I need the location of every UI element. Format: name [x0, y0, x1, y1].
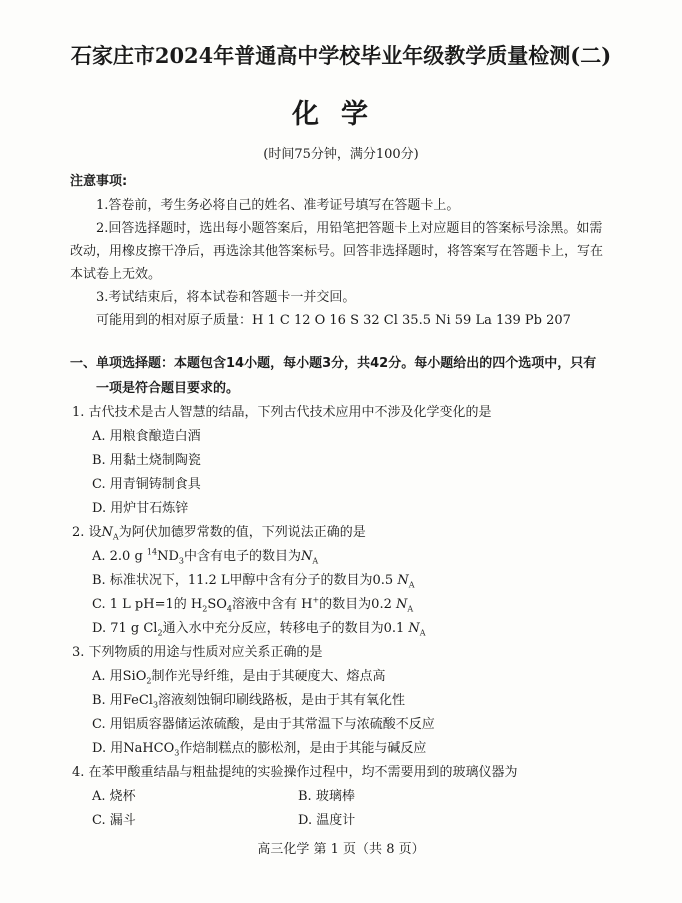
- option-text: 的数目为0.2: [319, 597, 396, 612]
- subscript: 2: [202, 604, 208, 614]
- question-4-option-b: B. 玻璃棒: [298, 789, 355, 804]
- question-2-option-a: [92, 545, 318, 566]
- question-1-option-a: A. 用粮食酿造白酒: [92, 429, 201, 444]
- question-1-option-b: B. 用黏土烧制陶瓷: [92, 453, 201, 468]
- option-text: 中含有电子的数目为: [184, 549, 302, 564]
- question-2-stem-pre: 2. 设: [72, 525, 102, 540]
- subscript: 3: [174, 748, 180, 758]
- question-3-option-b: [92, 689, 405, 710]
- question-1-option-d: D. 用炉甘石炼锌: [92, 501, 189, 516]
- avogadro-symbol: N: [101, 525, 113, 540]
- question-3-option-c: C. 用铝质容器储运浓硫酸，是由于其常温下与浓硫酸不反应: [92, 717, 435, 732]
- option-text: 作焙制糕点的膨松剂，是由于其能与碱反应: [179, 741, 427, 756]
- section-heading: 一、单项选择题：本题包含14小题，每小题3分，共42分。每小题给出的四个选项中，只有: [70, 356, 597, 371]
- subscript: 3: [178, 556, 185, 566]
- question-3-option-a: [92, 665, 385, 686]
- note-line: 改动，用橡皮擦干净后，再选涂其他答案标号。回答非选择题时，将答案写在答题卡上，写在: [70, 244, 604, 259]
- exam-title: 石家庄市2024年普通高中学校毕业年级教学质量检测(二): [70, 43, 612, 68]
- note-line: 1.答卷前，考生务必将自己的姓名、准考证号填写在答题卡上。: [96, 198, 460, 213]
- avogadro-subscript: A: [419, 628, 426, 638]
- charge-superscript: +: [312, 595, 320, 605]
- option-text: 制作光导纤维，是由于其硬度大、熔点高: [151, 669, 386, 684]
- subscript: 3: [152, 700, 159, 710]
- avogadro-symbol: N: [408, 621, 420, 636]
- option-text: ND: [157, 549, 179, 564]
- note-line: 2.回答选择题时，选出每小题答案后，用铅笔把答题卡上对应题目的答案标号涂黑。如需: [96, 221, 603, 236]
- avogadro-symbol: N: [301, 549, 313, 564]
- subscript: 2: [146, 676, 152, 686]
- isotope-superscript: 14: [146, 547, 158, 557]
- option-text: A. 用SiO: [92, 669, 147, 684]
- question-2-option-d: [92, 617, 426, 638]
- option-text: D. 71 g Cl: [92, 621, 158, 636]
- section-heading-cont: 一项是符合题目要求的。: [96, 381, 240, 396]
- question-4-option-d: D. 温度计: [298, 813, 356, 828]
- notes-heading: 注意事项:: [70, 174, 128, 189]
- question-2-stem-post: 为阿伏加德罗常数的值，下列说法正确的是: [118, 525, 366, 540]
- avogadro-symbol: N: [395, 597, 408, 612]
- question-2-stem: [72, 521, 366, 542]
- avogadro-subscript: A: [112, 532, 119, 542]
- page-footer: 高三化学 第 1 页（共 8 页）: [257, 842, 425, 857]
- question-3-option-d: [92, 737, 426, 758]
- question-1-stem: 1. 古代技术是古人智慧的结晶，下列古代技术应用中不涉及化学变化的是: [72, 405, 492, 420]
- note-line: 本试卷上无效。: [70, 267, 162, 282]
- question-4-option-c: C. 漏斗: [92, 813, 136, 828]
- question-2-option-b: [92, 569, 415, 590]
- question-3-stem: 3. 下列物质的用途与性质对应关系正确的是: [72, 645, 323, 660]
- option-text: B. 标准状况下，11.2 L甲醇中含有分子的数目为0.5: [92, 573, 398, 588]
- question-2-option-c: [92, 593, 413, 614]
- avogadro-subscript: A: [408, 580, 415, 590]
- option-text: D. 用NaHCO: [92, 741, 175, 756]
- option-text: 溶液中含有 H: [231, 597, 313, 612]
- time-info: (时间75分钟，满分100分): [263, 147, 419, 162]
- question-1-option-c: C. 用青铜铸制食具: [92, 477, 201, 492]
- option-text: 溶液刻蚀铜印刷线路板，是由于其有氧化性: [158, 693, 406, 708]
- avogadro-subscript: A: [312, 556, 319, 566]
- atomic-mass-line: 可能用到的相对原子质量：H 1 C 12 O 16 S 32 Cl 35.5 Ni 59 La 139 Pb 207: [96, 313, 571, 328]
- question-4-option-a: A. 烧杯: [92, 789, 136, 804]
- subject-title: 化学: [292, 99, 390, 130]
- avogadro-subscript: A: [407, 604, 414, 614]
- option-text: A. 2.0 g: [92, 549, 147, 564]
- avogadro-symbol: N: [397, 573, 409, 588]
- question-4-stem: 4. 在苯甲酸重结晶与粗盐提纯的实验操作过程中，均不需要用到的玻璃仪器为: [72, 765, 518, 780]
- option-text: B. 用FeCl: [92, 693, 153, 708]
- option-text: 通入水中充分反应，转移电子的数目为0.1: [162, 621, 409, 636]
- subscript: 4: [226, 604, 232, 614]
- option-text: C. 1 L pH=1的 H: [92, 597, 203, 612]
- note-line: 3.考试结束后，将本试卷和答题卡一并交回。: [96, 290, 356, 305]
- option-text: SO: [207, 597, 227, 612]
- subscript: 2: [157, 628, 163, 638]
